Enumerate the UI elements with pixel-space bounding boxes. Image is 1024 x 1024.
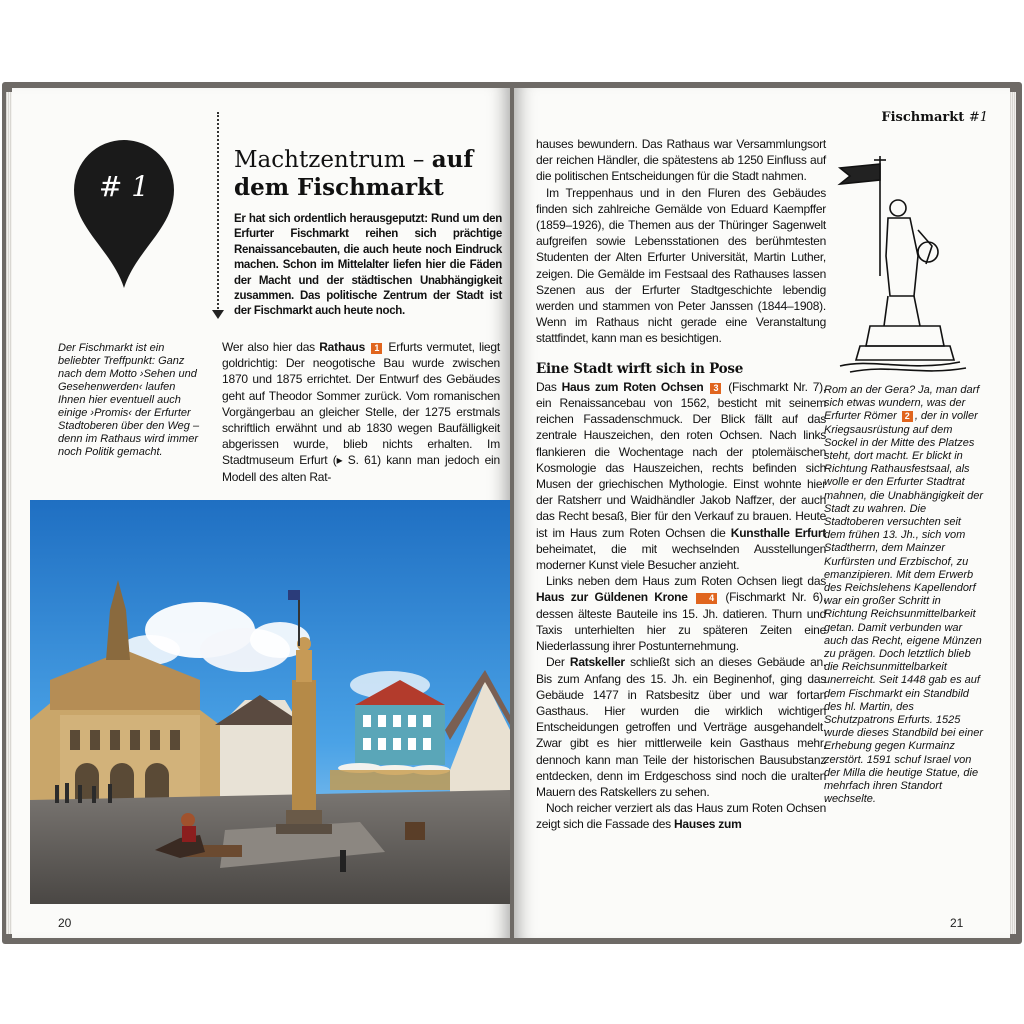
- body-text: [222, 339, 500, 485]
- page-number-right: 21: [950, 916, 964, 930]
- open-book: [0, 80, 1024, 946]
- text-part: Das: [536, 379, 562, 394]
- text-part: Links neben dem Haus zum Roten Ochsen liegt das: [546, 574, 826, 589]
- margin-note: Der Fischmarkt ist ein beliebter Treffpunkt: Ganz nach dem Motto ›Sehen und Gesehenwerden‹ laufen Ihnen hier eventuell auch einige ›Promis‹ der Erfurter Stadtoberen über den Weg – denn im Rathaus wird immer noch Politik gemacht.: [58, 342, 200, 458]
- left-page: [12, 88, 510, 938]
- paragraph: [536, 800, 826, 832]
- keyword: Rathaus: [319, 340, 366, 354]
- text-part: Der: [546, 655, 570, 670]
- text-part: Noch reicher verziert als das Haus zum Roten Ochsen zeigt sich die Fassade des: [536, 801, 826, 832]
- title-part-bold: auf: [431, 146, 474, 173]
- running-head-title: Fischmarkt: [881, 110, 965, 125]
- map-marker-badge: 1: [371, 343, 382, 354]
- running-head-number: #1: [968, 110, 988, 125]
- text-part: Rom an der Gera? Ja, man darf sich etwas wundern, was der Erfurter Römer: [824, 384, 980, 423]
- section-heading: Eine Stadt wirft sich in Pose: [536, 360, 744, 377]
- map-marker-badge: 2: [902, 411, 913, 422]
- keyword: Hauses zum: [674, 817, 742, 832]
- pin-number: # 1: [98, 170, 150, 203]
- title-line-2: dem Fischmarkt: [234, 174, 444, 201]
- keyword: Haus zur Güldenen Krone: [536, 590, 688, 605]
- keyword: Kunsthalle Erfurt: [730, 525, 827, 540]
- keyword: Ratskeller: [569, 655, 625, 670]
- body-text-part: Wer also hier das: [222, 340, 320, 354]
- arrow-down-icon: [212, 310, 224, 319]
- keyword: Haus zum Roten Ochsen: [561, 379, 704, 394]
- paragraph: Im Treppenhaus und in den Fluren des Gebäudes finden sich zahlreiche Gemälde von Eduard Kaempffer (1859–1926), die Themen aus der Thüringer Sagenwelt aufgreifen sowie Lebensstationen des berühmtesten Studenten der Alten Erfurter Universität, Martin Luther, zeigen. Die Gemälde im Festsaal des Rathauses lassen Szenen aus der Erfurter Stadtgeschichte lebendig werden und stammen von Peter Janssen (1844–1908). Wenn im Rathaus nicht gerade eine Veranstaltung stattfindet, kann man es besichtigen.: [536, 185, 826, 346]
- body-text-right: [536, 136, 826, 833]
- text-part: , der in voller Kriegsausrüstung auf dem Sockel in der Mitte des Platzes steht, dort macht. Er blickt in Richtung Rathausfestsaal, als wolle er den Erfurter Stadtrat mahnen, die Unabhängigkeit der Stadt zu wahren. Die Stadtoberen versuchten seit dem frühen 13. Jh., sich vom Stadtherrn, dem Mainzer Kurfürsten und Erzbischof, zu emanzipieren. Mit dem Erwerb des Reichslehens Kapellendorf war ein großer Schritt in Richtung Reichsunmittelbarkeit getan. Damit verbunden war auch das Recht, eigene Münzen zu prägen. Doch letztlich blieb die Reichsunmittelbarkeit unerreicht. Seit 1448 gab es auf dem Fischmarkt ein Standbild des hl. Martin, des Schutzpatrons Erfurts. 1525 wurde dieses Standbild bei einer Erhebung gegen Kurmainz zerstört. 1591 schuf Israel von der Milla die heutige Statue, die mehrfach ihren Standort wechselte.: [824, 410, 984, 806]
- map-marker-badge: 4: [696, 593, 717, 604]
- page-title: [234, 146, 504, 202]
- roland-statue-sketch-icon: [830, 146, 970, 376]
- dotted-divider: [217, 112, 219, 312]
- paragraph: hauses bewundern. Das Rathaus war Versammlungsort der reichen Händler, die spätestens ab 1250 Einfluss auf die politischen Entscheidungen für die Stadt nahmen.: [536, 137, 826, 184]
- page-number-left: 20: [58, 916, 72, 930]
- fischmarkt-photo: [30, 500, 510, 904]
- paragraph: [536, 573, 826, 654]
- text-part: beheimatet, die mit wechselnden Ausstellungen moderner Kunst viele Besucher anzieht.: [536, 541, 826, 573]
- title-part: Machtzentrum –: [234, 147, 432, 173]
- margin-note-right: [824, 384, 984, 807]
- running-head: [881, 110, 988, 125]
- text-part: schließt sich an dieses Gebäude an. Bis zum Anfang des 15. Jh. ein Beginenhof, ging das Gebäude 1477 in Ratsbesitz über und war fortan Gasthaus. Hier wurden die wirklich wichtigen Entscheidungen getroffen und Verträge ausgehandelt. Zwar gibt es hier mittlerweile kein Gasthaus mehr, dennoch kann man Teile der historischen Bausubstanz entdecken, denn im Erdgeschoss sind noch die uralten Mauern des Ratskellers zu sehen.: [536, 655, 827, 799]
- text-part: (Fischmarkt Nr. 6), dessen älteste Bauteile ins 15. Jh. datieren. Thurn und Taxis unterhielten hier zu späteren Zeiten eine Niederlassung ihrer Postunternehmung.: [536, 590, 826, 654]
- text-part: (Fischmarkt Nr. 7), ein Renaissancebau von 1562, besticht mit seinem reichen Fassadenschmuck. Der Blick fällt auf das zentrale Hauszeichen, den roten Ochsen. Nach links flankieren die Wochentage nach der ptolemäischen Kosmologie das Hauszeichen, rechts befinden sich Musen der griechischen Mythologie. Einst wohnte hier der Ratsherr und Waidhändler Jakob Naffzer, der auch das Recht besaß, Bier für den Verkauf zu brauen. Heute ist im Haus zum Roten Ochsen die: [536, 379, 826, 540]
- paragraph: [536, 379, 826, 573]
- body-text-part: Erfurts vermutet, liegt goldrichtig: Der neogotische Bau wurde zwischen 1870 und 1875 errichtet. Der Entwurf des Gebäudes geht auf Theodor Sommer zurück. Vom romanischen Vorgängerbau an gleicher Stelle, der 1275 erstmals schriftlich erwähnt und ab 1830 wegen Baufälligkeit abgerissen wurde, blieb nichts erhalten. Im Stadtmuseum Erfurt (▸ S. 61) kann man jedoch ein Modell des alten Rat-: [222, 340, 500, 484]
- map-marker-badge: 3: [710, 383, 721, 394]
- location-pin-icon: [72, 140, 176, 290]
- lead-paragraph: Er hat sich ordentlich herausgeputzt: Rund um den Erfurter Fischmarkt reihen sich prächtige Renaissancebauten, die auch heute noch Eindruck machen. Schon im Mittelalter liefen hier die Fäden der Macht und der städtischen Unabhängigkeit zusammen. Das politische Zentrum der Stadt ist der Fischmarkt auch heute noch.: [234, 213, 502, 318]
- paragraph: [536, 654, 826, 800]
- right-page: [514, 88, 1010, 938]
